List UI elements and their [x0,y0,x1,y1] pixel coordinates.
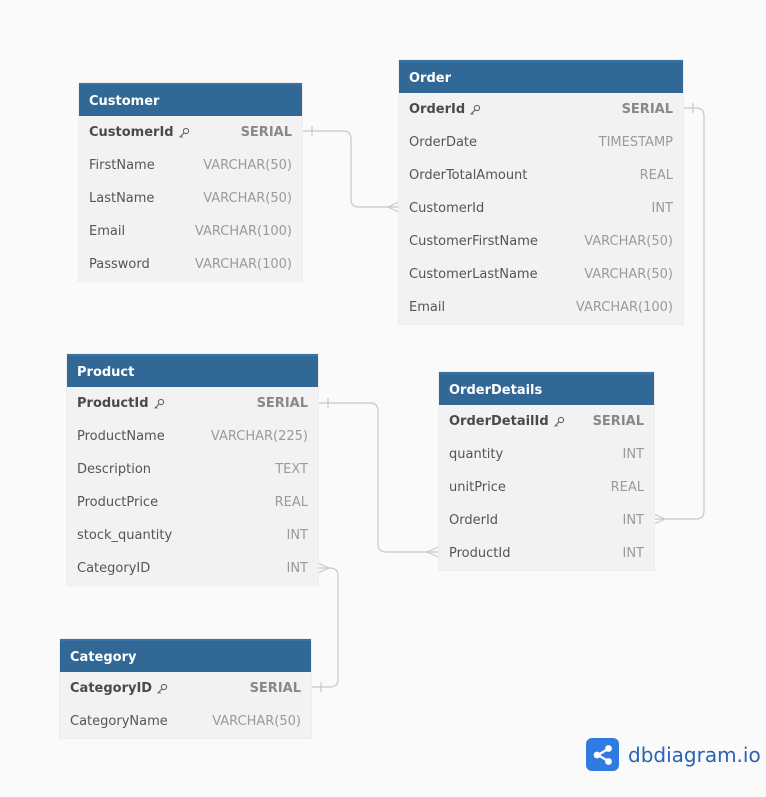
field-type: TEXT [275,462,308,477]
field-name: OrderTotalAmount [409,168,528,183]
field-row[interactable] [399,258,683,291]
field-row[interactable] [439,471,654,504]
field-name: Description [77,462,152,477]
field-type: SERIAL [592,414,644,429]
field-row[interactable] [67,420,318,453]
field-row[interactable] [67,519,318,552]
field-row[interactable] [67,486,318,519]
field-name: OrderId [409,102,466,117]
field-row[interactable] [67,552,318,585]
field-row[interactable] [67,453,318,486]
field-name: Password [89,257,150,272]
table-product[interactable] [67,354,318,585]
field-row[interactable] [399,159,683,192]
field-type: SERIAL [249,681,301,696]
table-customer[interactable] [79,83,302,281]
key-icon [178,127,190,139]
brand-name: dbdiagram.io [628,742,761,767]
share-nodes-icon [586,738,619,771]
field-name: CategoryID [77,561,151,576]
relation-customer-order-many-marker [388,202,399,212]
table-header[interactable]: Product [67,354,318,387]
field-name: CategoryID [70,681,153,696]
field-name: OrderId [449,513,499,528]
key-icon [156,683,168,695]
field-name: stock_quantity [77,528,173,543]
field-type: INT [286,528,308,543]
field-type: VARCHAR(50) [212,714,301,729]
field-row[interactable] [439,537,654,570]
field-type: VARCHAR(225) [210,429,308,444]
table-order[interactable] [399,60,683,324]
relation-customer-order [302,131,399,207]
field-type: REAL [274,495,308,510]
table-header[interactable]: OrderDetails [439,372,654,405]
relation-category-product-many-marker [318,563,329,573]
field-row[interactable] [399,93,683,126]
field-type: INT [286,561,308,576]
field-type: SERIAL [621,102,673,117]
field-row[interactable] [60,672,311,705]
field-name: unitPrice [449,480,506,495]
field-name: OrderDetailId [449,414,549,429]
field-name: ProductId [77,396,149,411]
field-name: CategoryName [70,714,168,729]
field-row[interactable] [67,387,318,420]
field-type: REAL [639,168,673,183]
table-header[interactable]: Customer [79,83,302,116]
field-name: quantity [449,447,504,462]
key-icon [469,104,481,116]
field-type: SERIAL [240,125,292,140]
field-type: VARCHAR(100) [575,300,673,315]
key-icon [153,398,165,410]
field-type: VARCHAR(100) [194,257,292,272]
field-type: SERIAL [256,396,308,411]
field-type: INT [622,546,644,561]
field-type: INT [622,513,644,528]
key-icon [553,416,565,428]
field-name: Email [409,300,446,315]
table-header[interactable]: Order [399,60,683,93]
relation-product-orderdetails [318,403,438,552]
field-name: Email [89,224,126,239]
relation-product-orderdetails-many-marker [427,547,438,557]
table-orderdetails[interactable] [439,372,654,570]
field-type: INT [651,201,673,216]
field-row[interactable] [439,405,654,438]
field-row[interactable] [79,149,302,182]
field-name: OrderDate [409,135,478,150]
table-category[interactable] [60,639,311,738]
field-name: ProductId [449,546,511,561]
field-row[interactable] [79,116,302,149]
field-name: ProductPrice [77,495,159,510]
field-row[interactable] [79,215,302,248]
field-type: VARCHAR(100) [194,224,292,239]
field-type: VARCHAR(50) [203,191,292,206]
field-row[interactable] [439,438,654,471]
field-name: CustomerFirstName [409,234,538,249]
field-row[interactable] [79,248,302,281]
field-type: VARCHAR(50) [203,158,292,173]
field-name: CustomerId [89,125,174,140]
table-header[interactable]: Category [60,639,311,672]
relation-category-product [311,568,338,687]
field-row[interactable] [439,504,654,537]
field-name: CustomerLastName [409,267,538,282]
field-row[interactable] [60,705,311,738]
field-row[interactable] [399,192,683,225]
field-type: VARCHAR(50) [584,234,673,249]
field-name: FirstName [89,158,155,173]
field-name: CustomerId [409,201,485,216]
field-type: REAL [610,480,644,495]
field-name: LastName [89,191,155,206]
field-row[interactable] [399,126,683,159]
field-row[interactable] [79,182,302,215]
field-name: ProductName [77,429,165,444]
field-row[interactable] [399,291,683,324]
field-type: VARCHAR(50) [584,267,673,282]
field-type: INT [622,447,644,462]
field-type: TIMESTAMP [598,135,673,150]
field-row[interactable] [399,225,683,258]
relation-order-orderdetails-many-marker [654,514,665,524]
brand-watermark[interactable] [586,738,761,771]
